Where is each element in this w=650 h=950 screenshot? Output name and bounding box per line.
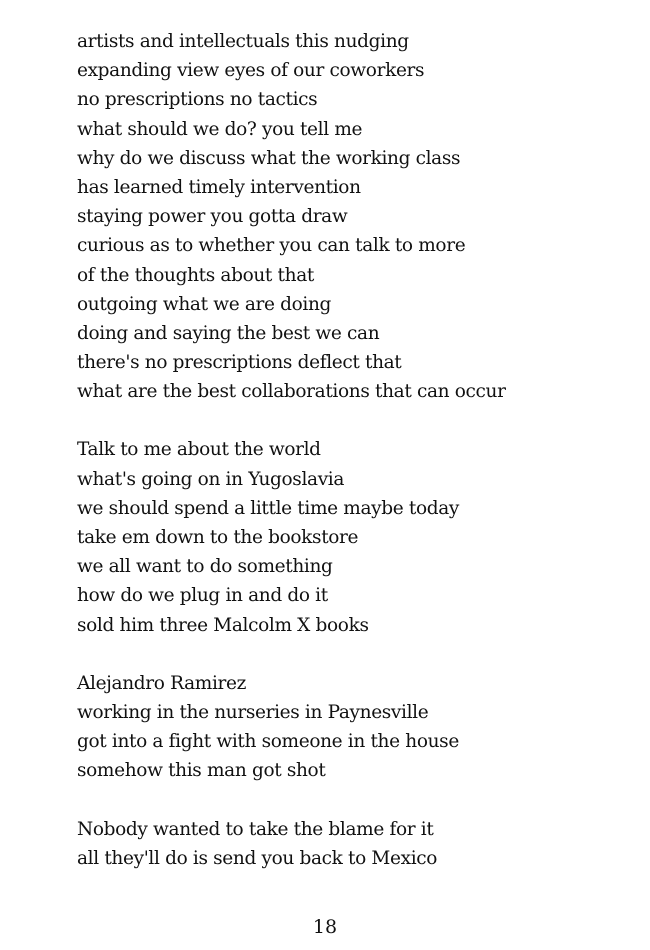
poem-line: no prescriptions no tactics (77, 89, 318, 111)
poem-line: Talk to me about the world (77, 439, 321, 461)
poem-line: there's no prescriptions deflect that (77, 352, 402, 374)
poem-line: doing and saying the best we can (77, 322, 380, 344)
poem-line: expanding view eyes of our coworkers (77, 60, 425, 82)
poem-line: all they'll do is send you back to Mexico (77, 847, 438, 869)
poem-line: what should we do? you tell me (77, 118, 363, 140)
poem-line: how do we plug in and do it (77, 585, 328, 607)
page-number: 18 (312, 916, 338, 938)
poem-body (77, 27, 637, 902)
poem-line: somehow this man got shot (77, 760, 326, 782)
poem-line: take em down to the bookstore (77, 527, 359, 548)
poem-line: what's going on in Yugoslavia (77, 468, 345, 490)
poem-line: why do we discuss what the working class (77, 147, 461, 169)
stanza-3 (77, 669, 637, 786)
poem-line: working in the nurseries in Paynesville (77, 701, 429, 723)
poem-line: Alejandro Ramirez (77, 672, 247, 694)
poem-line: what are the best collaborations that can occur (77, 381, 506, 403)
poem-line: Nobody wanted to take the blame for it (77, 818, 434, 840)
stanza-2 (77, 435, 637, 639)
poem-line: we should spend a little time maybe today (77, 497, 460, 519)
poem-line: artists and intellectuals this nudging (77, 31, 409, 52)
poem-line: of the thoughts about that (77, 264, 314, 286)
poem-line: curious as to whether you can talk to more (77, 235, 466, 257)
poem-line: staying power you gotta draw (77, 206, 348, 228)
stanza-4 (77, 815, 637, 873)
poem-line: sold him three Malcolm X books (77, 614, 369, 636)
stanza-1 (77, 27, 637, 406)
poem-line: has learned timely intervention (77, 176, 361, 198)
poem-line: got into a fight with someone in the house (77, 731, 459, 753)
poem-line: outgoing what we are doing (77, 293, 332, 315)
poem-line: we all want to do something (77, 556, 333, 578)
